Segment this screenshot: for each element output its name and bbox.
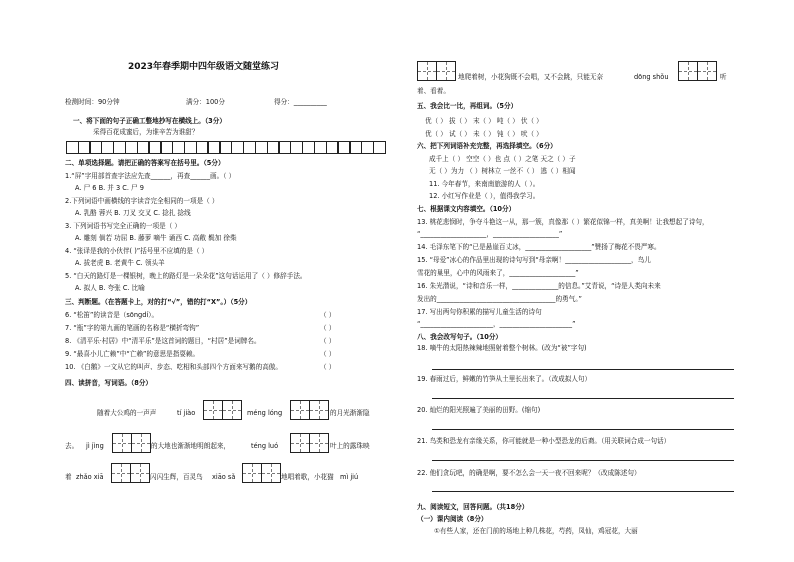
section-9-subheading: （一）课内阅读（8分） bbox=[417, 515, 488, 523]
question-1: 1.“屏”字用部首查字法应先查______，再查______画。（ ） bbox=[65, 172, 236, 180]
answer-line-21 bbox=[432, 460, 734, 461]
rewrite-18: 18. 嘀牛的太阳热辣辣地照射着整个树林。(改为“被”字句) bbox=[417, 344, 587, 352]
judge-7: 7. “瓶”字的第九画的笔画的名称是“横折弯钩” bbox=[65, 324, 200, 332]
score-field: 得分：__________ bbox=[274, 98, 327, 106]
section-9-heading: 九、阅读短文，回答问题。（共18分） bbox=[417, 503, 529, 511]
pinyin-label-jijing: jì jìng bbox=[86, 442, 104, 450]
reading-line-0b: 听 bbox=[720, 73, 727, 81]
copy-writing-grid bbox=[66, 141, 385, 154]
question-5-options: A. 拟人 B. 夸张 C. 比喻 bbox=[75, 284, 145, 292]
judge-6-bracket: （ ） bbox=[320, 311, 336, 319]
judge-8-bracket: （ ） bbox=[320, 337, 336, 345]
fill-16: 16. 朱光潜说，“诗和音乐一样，______________的信息。”艾青说，“诗是人类向未来 bbox=[417, 282, 661, 290]
section-6-heading: 六、把下列词语补充完整，再选择填空。（6分） bbox=[417, 142, 557, 150]
section-1-heading: 一、将下面的句子正确工整地抄写在横线上。（3分） bbox=[73, 117, 226, 125]
section-5-heading: 五、我会比一比，再组词。（5分） bbox=[417, 102, 518, 110]
pinyin-label-mijiu: mì jiú bbox=[340, 473, 359, 481]
reading-line-0c: 着、看着。 bbox=[417, 87, 450, 95]
judge-6: 6. “松笛”的读音是（sōnɡdí）。 bbox=[65, 311, 159, 319]
answer-line-19 bbox=[432, 398, 734, 399]
fill-13: 13. 桃花悲悯时，争夺斗艳这一从，那一簇，真像那（ ）繁花似锦一样，真美啊！让我想起了诗句， bbox=[417, 218, 709, 226]
fill-15b: 雪花的巢里，心中的风雨来了，____________________” bbox=[417, 269, 579, 277]
write-grid-xiaosa bbox=[242, 463, 281, 483]
idiom-row-1: 成千上（ ） 空空（ ）也 点（ ）之笔 天之（ ）子 bbox=[429, 155, 576, 163]
compare-row-1: 优（ ） 拔（ ） 末（ ） 吨（ ） 伏（ ） bbox=[425, 117, 543, 125]
question-1-options: A. 尸 6 B. 并 3 C. 尸 9 bbox=[75, 184, 144, 192]
pinyin-text-3b: 闪闪生辉，百灵鸟 bbox=[150, 473, 203, 481]
question-2-options: A. 乳酪 蓉兴 B. 刀叉 交叉 C. 捻扎 捻线 bbox=[75, 209, 191, 217]
section-2-heading: 二、单项选择题。请把正确的答案写在括号里。（5分） bbox=[65, 159, 225, 167]
idiom-row-2: 无（ ）为力 （ ）树林立 一丝不（ ） 逃（ ）相闻 bbox=[429, 167, 576, 175]
answer-line-20 bbox=[432, 429, 734, 430]
section-7-heading: 七、根据课文内容填空。（10分） bbox=[417, 205, 516, 213]
fill-15: 15. “母爱”冰心的作品里出现的诗句写到“母亲啊！____________________，鸟儿 bbox=[417, 256, 651, 264]
pinyin-text-1b: 的月光渐渐隐 bbox=[330, 409, 370, 417]
judge-10: 10. 《白鹅》一文从它的叫声、步态、吃相和头部四个方面来写鹅的高傲。 bbox=[65, 363, 282, 371]
pinyin-text-3a: 着 bbox=[65, 473, 72, 481]
fill-16b: 发出的____________________________________的勇气。” bbox=[417, 295, 582, 303]
pinyin-label-zhaoxia: zhǎo xiā bbox=[76, 473, 104, 481]
pinyin-text-2b: 的大地也渐渐地明朗起来， bbox=[151, 442, 231, 450]
pinyin-label-xiaosa: xiāo sǎ bbox=[212, 473, 236, 481]
reading-line-0a: 地爬着树，小花狗既不会唱，又不会跳，只能无奈 bbox=[458, 73, 604, 81]
pinyin-label-menglong: méng lóng bbox=[247, 409, 283, 417]
pinyin-text-3c: 地唱着歌，小花猫 bbox=[281, 473, 334, 481]
compare-row-2: 优（ ） 试（ ） 未（ ） 钝（ ） 吠（ ） bbox=[425, 130, 543, 138]
write-grid-tengluo bbox=[290, 433, 329, 453]
pinyin-text-1a: 随着大公鸡的一声声 bbox=[97, 409, 157, 417]
judge-7-bracket: （ ） bbox=[320, 324, 336, 332]
write-grid-dongshou bbox=[678, 61, 717, 81]
judge-10-bracket: （ ） bbox=[320, 363, 336, 371]
reading-paragraph: ①有些人家，还在门前的场地上种几株花，芍药，凤仙，鸡冠花，大丽 bbox=[434, 527, 638, 535]
rewrite-20: 20. 灿烂的阳光照遍了美丽的田野。(缩句) bbox=[417, 406, 541, 414]
rewrite-22: 22. 他们贪玩吧，的确是啊，要不怎么会一天一夜不回来呢？（改成陈述句） bbox=[417, 469, 641, 477]
question-3: 3. 下列词语书写完全正确的一项是（ ） bbox=[65, 222, 181, 230]
write-grid-jijing bbox=[112, 433, 151, 453]
pinyin-text-2a: 去。 bbox=[65, 442, 79, 450]
write-grid-panpa bbox=[417, 61, 456, 81]
rewrite-19: 19. 春雨过后，鲜嫩的竹笋从土里长出来了。（改成拟人句） bbox=[417, 375, 592, 383]
question-4-options: A. 拔老虎 B. 老黄牛 C. 领头羊 bbox=[75, 259, 165, 267]
fill-17: 17. 写出两句你积累的描写儿童生活的诗句 bbox=[417, 308, 542, 316]
fill-14: 14. 毛泽东笔下的“已是悬崖百丈冰，____________________”赞扬了梅花不畏严寒。 bbox=[417, 243, 661, 251]
fill-17b: “______________________，______________________” bbox=[417, 320, 576, 328]
write-grid-tijiao bbox=[203, 400, 242, 420]
fill-13b: “____________________，____________________” bbox=[417, 230, 563, 238]
section-4-heading: 四、读拼音，写词语。（8分） bbox=[65, 379, 153, 387]
section-8-heading: 八、我会改写句子。（10分） bbox=[417, 333, 503, 341]
exam-time: 检测时间：90分钟 bbox=[65, 98, 120, 106]
idiom-question-11: 11. 今年春节，来南南旅游的人（ ）。 bbox=[429, 180, 540, 188]
answer-line-22 bbox=[432, 491, 734, 492]
answer-line-18 bbox=[432, 369, 734, 370]
question-3-options: A. 雕刻 倘若 功屈 B. 藤萝 嘀牛 诵西 C. 高敞 鬓加 徐柴 bbox=[75, 234, 237, 242]
pinyin-label-tengluo: téng luó bbox=[251, 442, 279, 450]
question-5: 5. “白天的路灯是一棵银树，晚上的路灯是一朵朵花”这句话运用了（ ）修辞手法。 bbox=[65, 272, 307, 280]
section-3-heading: 三、判断题。（在答题卡上，对的打“√”，错的打“X”。）（5分） bbox=[65, 298, 252, 306]
write-grid-zhaoxia bbox=[111, 463, 150, 483]
question-2: 2.下列词语中画横线的字读音完全相同的一项是（ ） bbox=[65, 197, 219, 205]
pinyin-text-2c: 叶上的露珠映 bbox=[330, 442, 370, 450]
full-score: 满分：100分 bbox=[186, 98, 225, 106]
judge-9: 9. “最喜小儿亡赖”中“亡赖”的意思是指耍赖。 bbox=[65, 350, 200, 358]
write-grid-menglong bbox=[290, 400, 329, 420]
judge-9-bracket: （ ） bbox=[320, 350, 336, 358]
copy-sentence: 采得百花成蜜后，为谁辛苦为谁甜？ bbox=[93, 128, 199, 136]
question-4: 4. “张译是我的小伙伴( )”括号里不应填的是（ ） bbox=[65, 247, 209, 255]
rewrite-21: 21. 鸟类和恐龙有亲缘关系，你可能就是一种小型恐龙的后裔。（用关联词合成一句话） bbox=[417, 437, 671, 445]
pinyin-label-tijiao: tí jiào bbox=[177, 409, 196, 417]
pinyin-label-dongshou: dōnɡ shǒu bbox=[634, 73, 669, 81]
idiom-question-12: 12. 小红写作业是（ ），值得我学习。 bbox=[429, 192, 540, 200]
page-title: 2023年春季期中四年级语文随堂练习 bbox=[128, 62, 280, 72]
judge-8: 8. 《清平乐·村居》中“清平乐”是这首词的题目，“村居”是词牌名。 bbox=[65, 337, 261, 345]
